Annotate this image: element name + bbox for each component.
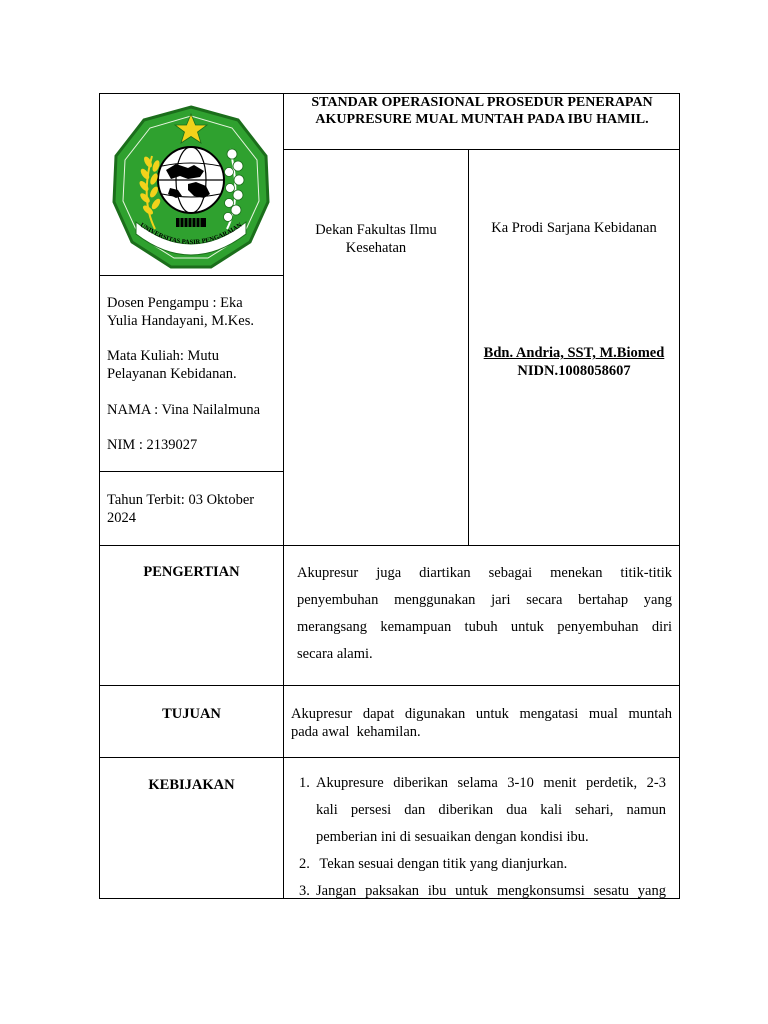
tujuan-label: TUJUAN — [162, 706, 221, 722]
logo-divider — [99, 275, 283, 276]
kaprodi-name: Bdn. Andria, SST, M.Biomed — [483, 345, 665, 361]
info-divider — [99, 471, 283, 472]
dekan-signature-block: Dekan Fakultas Ilmu Kesehatan — [315, 222, 437, 256]
table-column-divider — [283, 93, 284, 899]
list-item: 1. Akupresure diberikan selama 3-10 menit perdetik, 2-3 kali persesi dan diberikan dua kali sehari, namun pemberian ini di sesuaikan dengan kondisi ibu. — [299, 775, 666, 845]
kebijakan-list — [296, 770, 666, 905]
title-line-2: AKUPRESURE MUAL MUNTAH PADA IBU HAMIL. — [315, 112, 649, 127]
list-item: 3. Jangan paksakan ibu untuk mengkonsumsi sesatu yang — [299, 883, 666, 899]
pengertian-text: Akupresur juga diartikan sebagai menekan titik-titik penyembuhan menggunakan jari secara bertahap yang merangsang kemampuan tubuh untuk penyembuhan diri secara alami. — [297, 565, 672, 662]
university-logo — [110, 104, 272, 270]
svg-text:UNIVERSITAS PASIR PENGARAIAN: UNIVERSITAS PASIR PENGARAIAN — [138, 221, 244, 247]
nama-mahasiswa: NAMA : Vina Nailalmuna — [107, 402, 261, 418]
tujuan-divider — [99, 757, 680, 758]
kaprodi-title: Ka Prodi Sarjana Kebidanan — [491, 220, 657, 236]
kebijakan-label: KEBIJAKAN — [148, 777, 235, 793]
kaprodi-nidn: NIDN.1008058607 — [517, 363, 631, 379]
list-item: 2. Tekan sesuai dengan titik yang dianjurkan. — [299, 856, 568, 872]
logo-emblem-icon — [110, 104, 272, 270]
dosen-pengampu: Dosen Pengampu : Eka Yulia Handayani, M.Kes. — [107, 295, 254, 329]
nim: NIM : 2139027 — [107, 437, 198, 453]
title-divider — [283, 149, 680, 150]
signature-column-divider — [468, 149, 469, 545]
header-bottom-divider — [99, 545, 680, 546]
document-title — [286, 94, 678, 128]
tahun-terbit: Tahun Terbit: 03 Oktober 2024 — [107, 492, 255, 526]
mata-kuliah: Mata Kuliah: Mutu Pelayanan Kebidanan. — [107, 348, 237, 382]
pengertian-divider — [99, 685, 680, 686]
tujuan-text: Akupresur dapat digunakan untuk mengatasi mual muntah pada awal kehamilan. — [291, 706, 672, 740]
kaprodi-name-block — [470, 344, 678, 380]
title-line-1: STANDAR OPERASIONAL PROSEDUR PENERAPAN — [311, 95, 653, 110]
pengertian-label: PENGERTIAN — [143, 564, 240, 580]
